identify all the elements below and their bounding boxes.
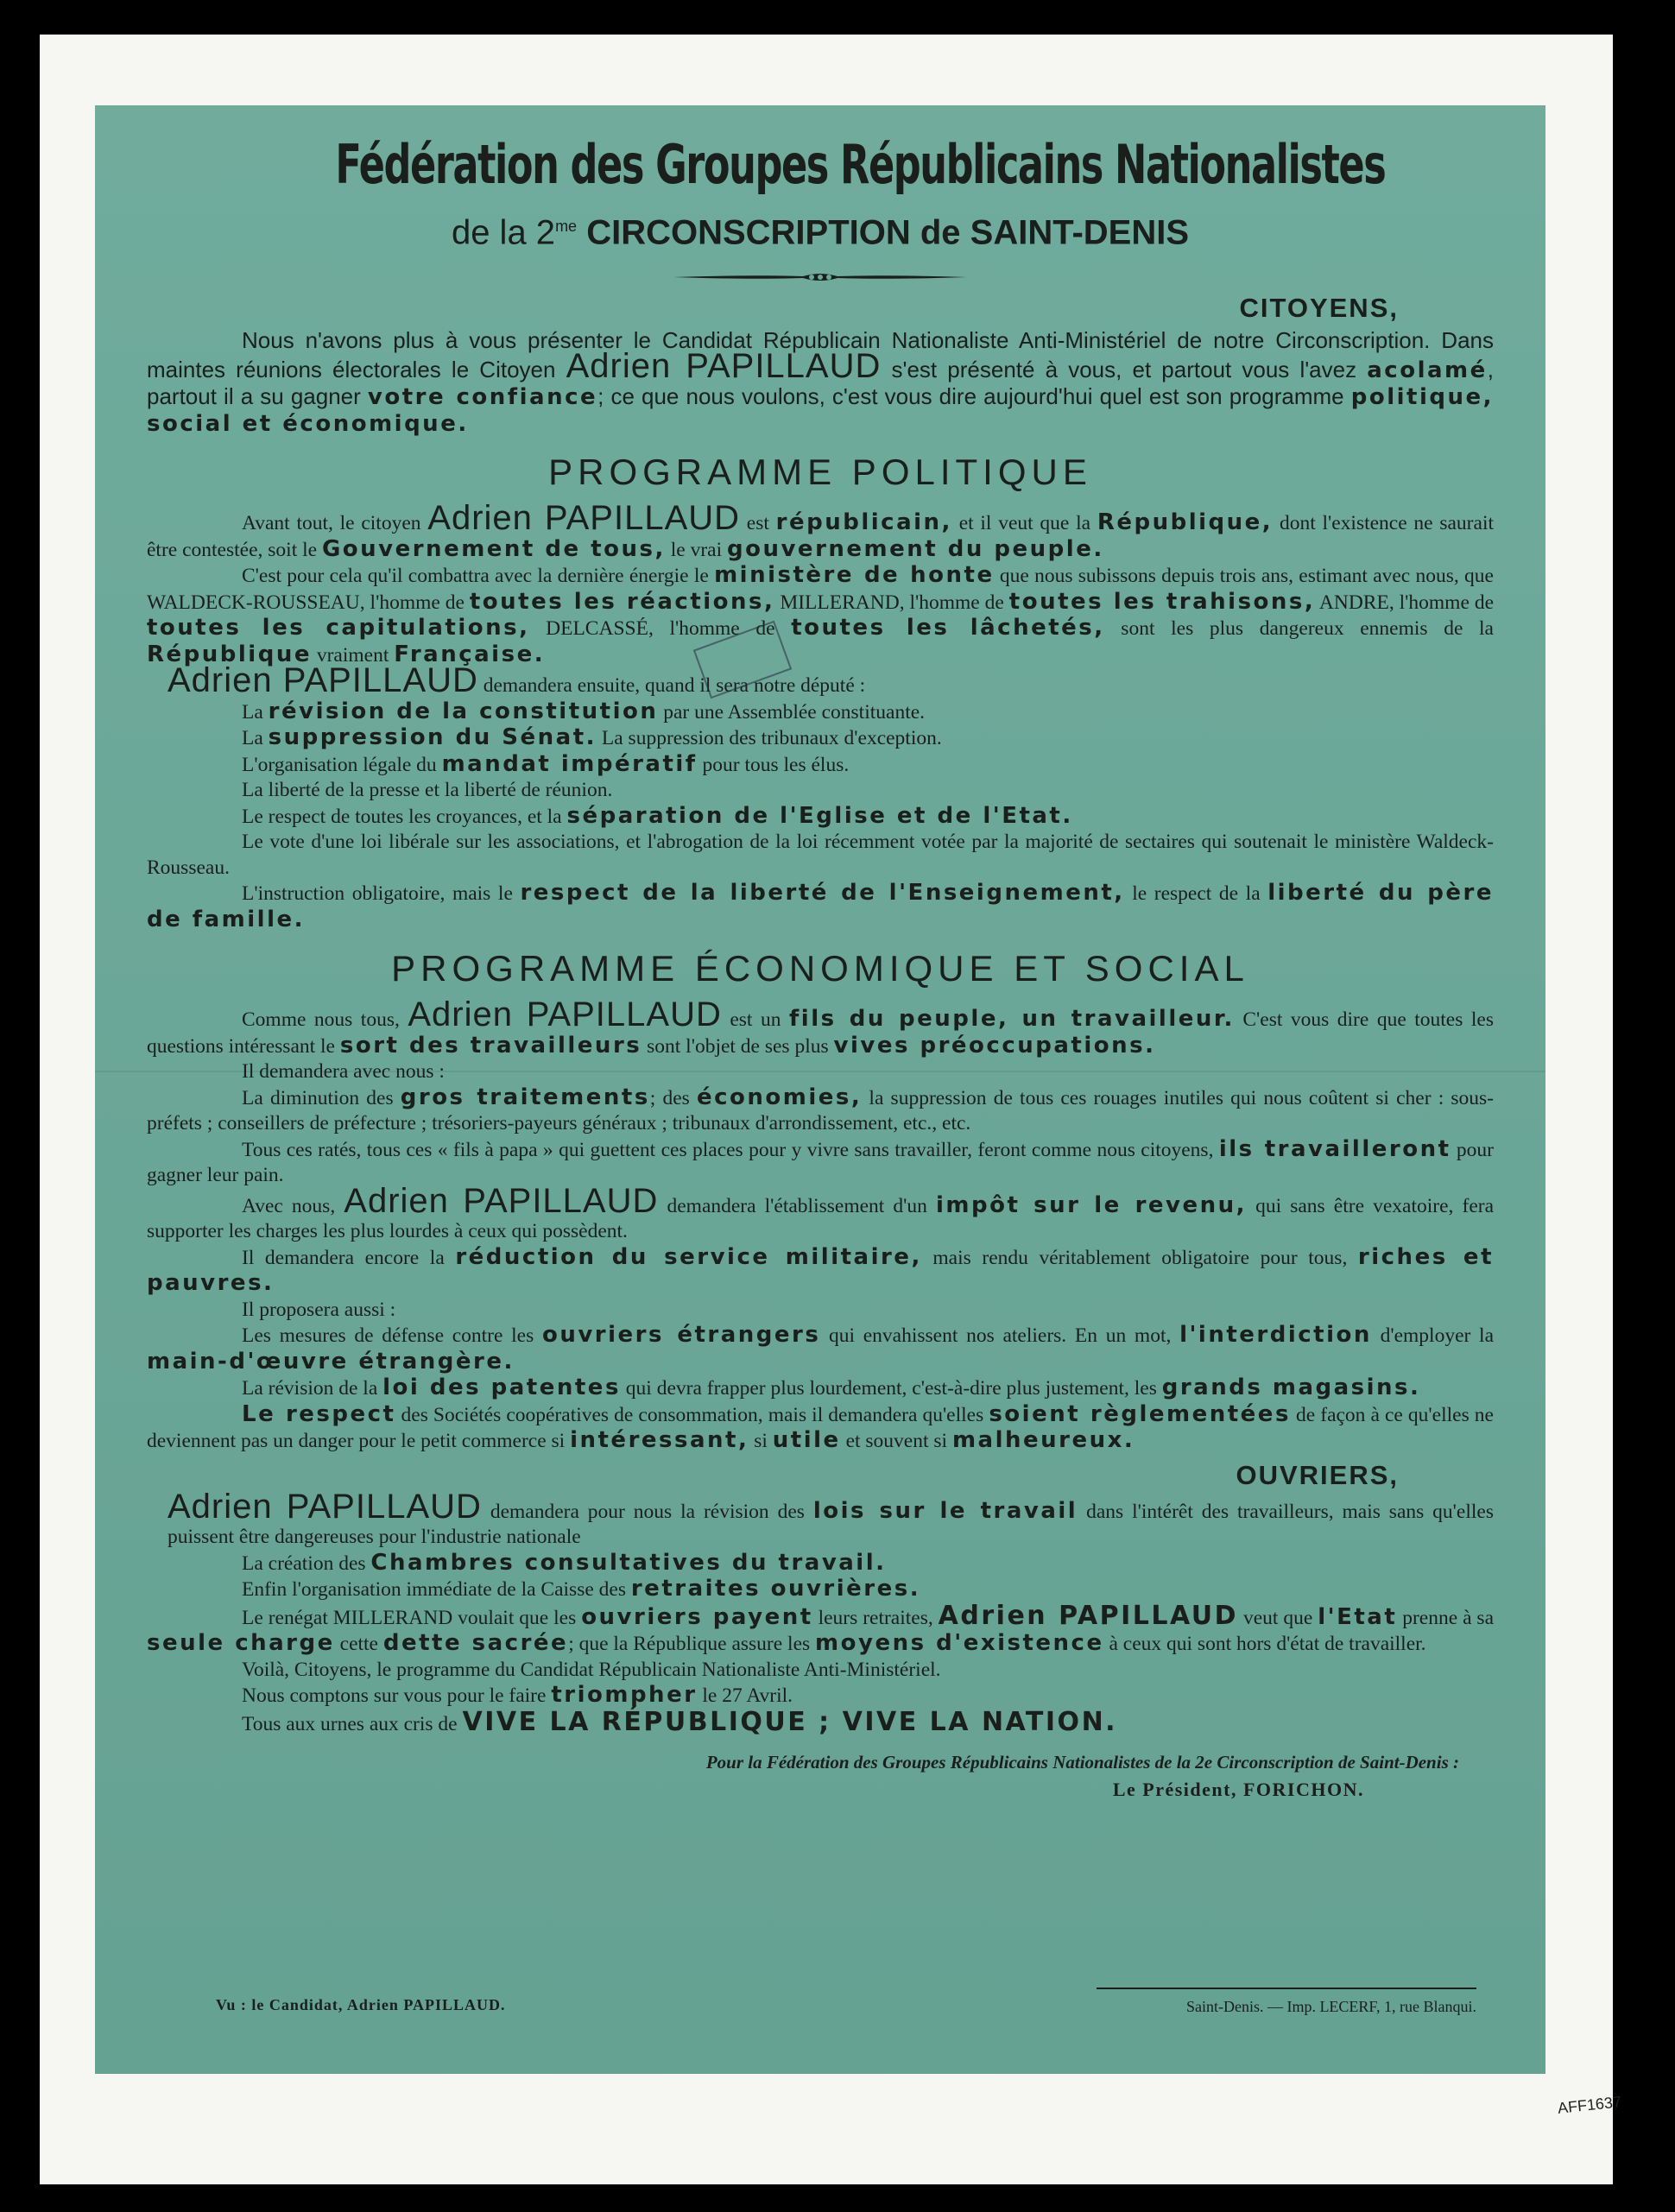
poster-footer [147,1988,1494,2022]
heading-programme-economique: PROGRAMME ÉCONOMIQUE ET SOCIAL [391,948,1249,989]
list-item: La suppression du Sénat. La suppression des tribunaux d'exception. [242,724,942,751]
economic-paragraph-1: Comme nous tous, Adrien PAPILLAUD est un fils du peuple, un travailleur. C'est vous dire que toutes les questions intéressant le sort des travailleurs sont l'objet de ses plus vives préoccupations. [147,995,1494,1059]
intro-paragraph: Nous n'avons plus à vous présenter le Candidat Républicain Nationaliste Anti-Ministériel de notre Circonscription. Dans maintes réunions électorales le Citoyen Adrien PAPILLAUD s'est présenté à vous, et partout vous l'avez acolamé, partout il a su gagner votre confiance; ce que nous voulons, c'est vous dire aujourd'hui quel est son programme politique, social et économique. [147,327,1495,438]
poster-subtitle: de la $2^{me}$ CIRCONSCRIPTION de SAINT-DENIS [451,213,1190,252]
economic-paragraph-9: La révision de la loi des patentes qui devra frapper plus lourdement, c'est-à-dire plus justement, les grands magasins. [242,1375,1421,1401]
political-paragraph-4: Le vote d'une loi libérale sur les associations, et l'abrogation de la loi récemment votée par la majorité de sectaires qui soutenait le ministère Waldeck-Rousseau. [147,831,1494,879]
workers-paragraph-4: Le renégat MILLERAND voulait que les ouvriers payent leurs retraites, Adrien PAPILLAUD veut que l'Etat prenne à sa seule charge cette dette sacrée; que la République assure les moyens d'existence à ceux qui sont hors d'état de travailler. [147,1600,1495,1657]
candidate-name: Adrien PAPILLAUD [427,499,741,538]
workers-paragraph-1: Adrien PAPILLAUD demandera pour nous la révision des lois sur le travail dans l'intérêt des travailleurs, mais sans qu'elles puissent être dangereuses pour l'industrie nationale [168,1487,1494,1549]
political-paragraph-5: L'instruction obligatoire, mais le respect de la liberté de l'Enseignement, le respect de la liberté du père de famille. [147,880,1495,932]
candidate-name: Adrien PAPILLAUD [344,1181,659,1220]
workers-paragraph-3: Enfin l'organisation immédiate de la Caisse des retraites ouvrières. [242,1576,921,1602]
economic-paragraph-3: La diminution des gros traitements; des économies, la suppression de tous ces rouages inutiles qui nous coûtent si cher : sous-préfets ; conseillers de préfecture ; trésoriers-payeurs généraux ; tribunaux d'arrondissement, etc., etc. [147,1084,1494,1135]
candidate-approval: Vu : le Candidat, Adrien PAPILLAUD. [216,1996,506,2013]
poster-title: Fédération des Groupes Républicains Nationalistes [335,133,1386,196]
political-paragraph-3: Adrien PAPILLAUD demandera ensuite, quand il sera notre député : [168,661,866,700]
list-item: La liberté de la presse et la liberté de réunion. [242,779,613,802]
economic-paragraph-6: Il demandera encore la réduction du service militaire, mais rendu véritablement obligatoire pour tous, riches et pauvres. [147,1243,1494,1297]
footer-rule [1097,1988,1476,1989]
candidate-name: Adrien PAPILLAUD [408,995,722,1034]
closing-line-3: Tous aux urnes aux cris de VIVE LA RÉPUBLIQUE ; VIVE LA NATION. [242,1706,1118,1737]
list-item: L'organisation légale du mandat impératif pour tous les élus. [242,750,850,777]
printer-credit: Saint-Denis. — Imp. LECERF, 1, rue Blanqui. [1185,1998,1476,2015]
salutation-ouvriers: OUVRIERS, [1236,1459,1399,1490]
closing-line-2: Nous comptons sur vous pour le faire triompher le 27 Avril. [242,1682,793,1709]
candidate-name: Adrien PAPILLAUD [168,661,478,700]
political-demands-list [147,699,1494,831]
closing-line-1: Voilà, Citoyens, le programme du Candidat Républicain Nationaliste Anti-Ministériel. [242,1658,941,1681]
candidate-name: Adrien PAPILLAUD [566,347,882,386]
list-item: Le respect de toutes les croyances, et la séparation de l'Eglise et de l'Etat. [242,802,1073,829]
economic-paragraph-10: Le respect des Sociétés coopératives de consommation, mais il demandera qu'elles soient règlementées de façon à ce qu'elles ne deviennent pas un danger pour le petit commerce si intéressant, si utile et souvent si malheureux. [147,1400,1494,1454]
salutation-citoyens: CITOYENS, [1239,293,1399,324]
economic-paragraph-2: Il demandera avec nous : [242,1060,445,1084]
fold-line [95,1071,1545,1072]
heading-programme-politique: PROGRAMME POLITIQUE [548,452,1092,493]
list-item: La révision de la constitution par une Assemblée constituante. [242,698,926,724]
president-signature: Le Président, FORICHON. [1112,1779,1364,1801]
ornament-divider [673,270,967,284]
political-paragraph-2: C'est pour cela qu'il combattra avec la dernière énergie le ministère de honte que nous subissons depuis trois ans, estimant avec nous, que WALDECK-ROUSSEAU, l'homme de toutes les réactions, MILLERAND, l'homme de toutes les trahisons, ANDRE, l'homme de toutes les capitulations, DELCASSÉ, l'homme de toutes les lâchetés, sont les plus dangereux ennemis de la République vraiment Française. [147,562,1494,667]
economic-paragraph-8: Les mesures de défense contre les ouvriers étrangers qui envahissent nos ateliers. En un mot, l'interdiction d'employer la main-d'œuvre étrangère. [147,1322,1494,1375]
workers-paragraph-2: La création des Chambres consultatives du travail. [242,1549,887,1576]
candidate-name: Adrien PAPILLAUD [938,1600,1239,1631]
poster [95,105,1545,2074]
economic-paragraph-4: Tous ces ratés, tous ces « fils à papa » qui guettent ces places pour y vivre sans travailler, feront comme nous citoyens, ils travailleront pour gagner leur pain. [147,1135,1494,1187]
candidate-name: Adrien PAPILLAUD [168,1487,482,1526]
economic-paragraph-7: Il proposera aussi : [242,1298,396,1321]
signature-line: Pour la Fédération des Groupes Républicains Nationalistes de la 2e Circonscription de Saint-Denis : [705,1752,1459,1773]
archive-call-number: AFF1637 [1557,2093,1622,2117]
political-paragraph-1: Avant tout, le citoyen Adrien PAPILLAUD est républicain, et il veut que la République, dont l'existence ne saurait être contestée, soit le Gouvernement de tous, le vrai gouvernement du peuple. [147,499,1494,562]
economic-paragraph-5: Avec nous, Adrien PAPILLAUD demandera l'établissement d'un impôt sur le revenu, qui sans être vexatoire, fera supporter les charges les plus lourdes à ceux qui possèdent. [147,1181,1495,1243]
